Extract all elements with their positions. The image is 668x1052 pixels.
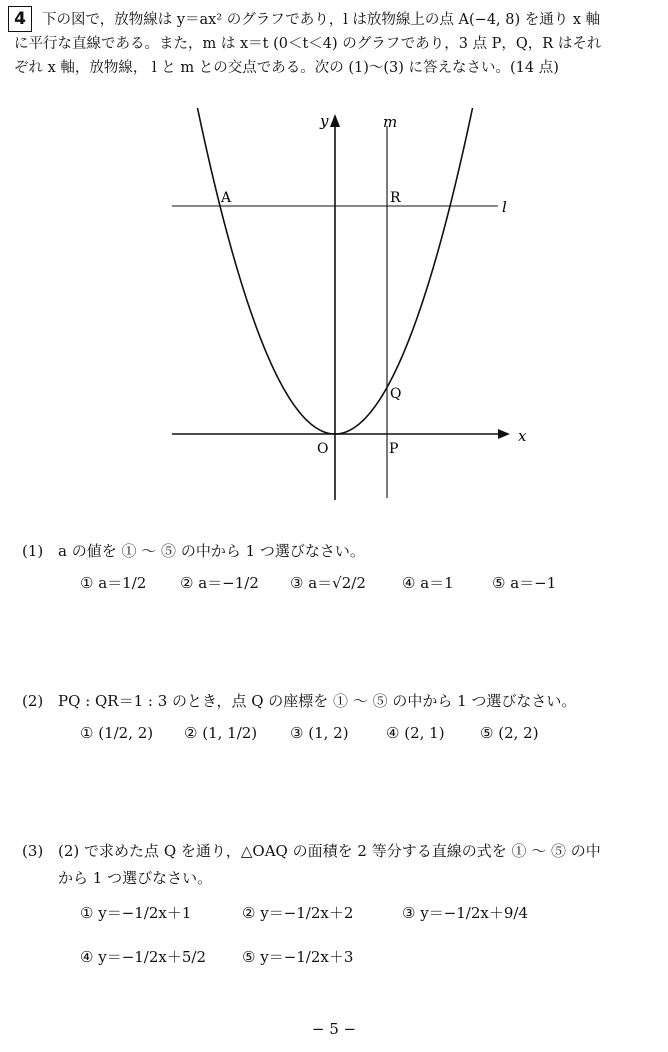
question-1-label: (1) <box>22 542 44 560</box>
q3-option-2[interactable]: ② y＝−1/2x＋2 <box>242 904 354 922</box>
q3-option-5[interactable]: ⑤ y＝−1/2x＋3 <box>242 948 354 966</box>
y-axis-arrow <box>330 114 340 127</box>
question-2-label: (2) <box>22 692 44 710</box>
origin-label: O <box>317 441 329 457</box>
q1-option-2[interactable]: ② a＝−1/2 <box>180 574 259 592</box>
q2-option-5[interactable]: ⑤ (2, 2) <box>480 724 539 742</box>
point-r-label: R <box>390 190 401 206</box>
q2-option-1[interactable]: ① (1/2, 2) <box>80 724 154 742</box>
q3-option-1[interactable]: ① y＝−1/2x＋1 <box>80 904 192 922</box>
x-axis-label: x <box>518 427 527 445</box>
y-axis-label: y <box>320 112 329 130</box>
problem-number: 4 <box>8 6 32 32</box>
question-3 <box>22 840 642 888</box>
q1-option-1[interactable]: ① a＝1/2 <box>80 574 147 592</box>
point-a-label: A <box>221 190 232 206</box>
question-3-text-line-1: (2) で求めた点 Q を通り，△OAQ の面積を 2 等分する直線の式を ① 〜 ⑤ の中 <box>58 842 601 860</box>
q2-option-3[interactable]: ③ (1, 2) <box>290 724 349 742</box>
q1-option-3[interactable]: ③ a＝√2/2 <box>290 574 366 592</box>
q2-option-4[interactable]: ④ (2, 1) <box>386 724 445 742</box>
problem-intro <box>14 8 654 80</box>
question-3-options <box>80 902 640 982</box>
parabola-figure <box>160 108 540 508</box>
q3-option-4[interactable]: ④ y＝−1/2x＋5/2 <box>80 948 206 966</box>
intro-line-1: 下の図で，放物線は y＝ax² のグラフであり，l は放物線上の点 A(−4, 8) を通り x 軸 <box>42 12 601 28</box>
question-2 <box>22 690 576 711</box>
question-2-text: PQ : QR＝1 : 3 のとき，点 Q の座標を ① 〜 ⑤ の中から 1 つ選びなさい。 <box>58 692 577 710</box>
question-2-options <box>80 724 640 754</box>
question-1-options <box>80 572 640 602</box>
question-3-text-line-2: から 1 つ選びなさい。 <box>58 869 213 887</box>
page-number: − 5 − <box>311 1020 357 1038</box>
question-1 <box>22 540 365 561</box>
q3-option-3[interactable]: ③ y＝−1/2x＋9/4 <box>402 904 528 922</box>
l-line-label: l <box>502 198 507 216</box>
intro-line-2: に平行な直線である。また，m は x＝t (0＜t＜4) のグラフであり，3 点 P，Q，R はそれ <box>14 36 602 52</box>
question-3-label: (3) <box>22 842 44 860</box>
q2-option-2[interactable]: ② (1, 1/2) <box>184 724 258 742</box>
x-axis-arrow <box>498 429 510 439</box>
q1-option-5[interactable]: ⑤ a＝−1 <box>492 574 557 592</box>
intro-line-3: ぞれ x 軸，放物線， l と m との交点である。次の (1)〜(3) に答えなさい。(14 点) <box>14 60 559 76</box>
point-q-label: Q <box>390 386 402 402</box>
m-line-label: m <box>383 113 398 131</box>
point-p-label: P <box>389 441 399 457</box>
q1-option-4[interactable]: ④ a＝1 <box>402 574 454 592</box>
question-1-text: a の値を ① 〜 ⑤ の中から 1 つ選びなさい。 <box>58 542 365 560</box>
